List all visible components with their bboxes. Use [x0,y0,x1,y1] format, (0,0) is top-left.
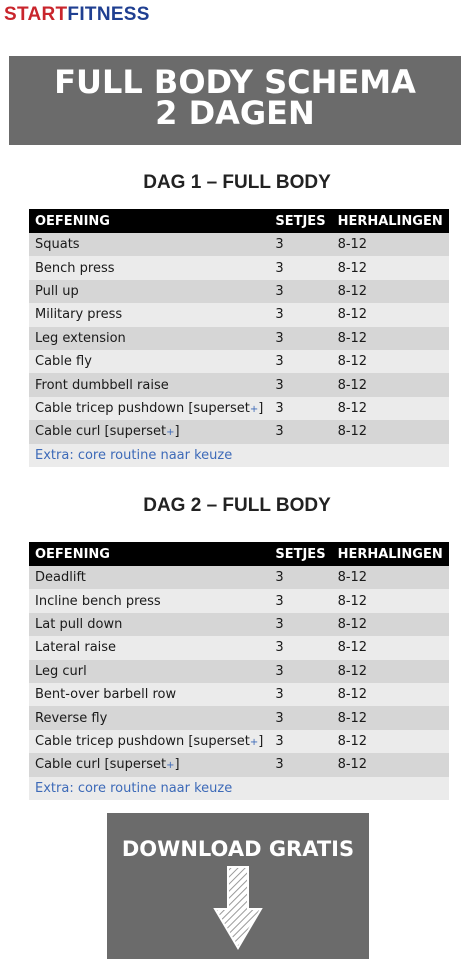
reps-cell: 8-12 [332,566,449,589]
extra-core-link[interactable]: Extra: core routine naar keuze [29,777,449,800]
table-header [29,209,449,233]
exercise-cell: Front dumbbell raise [29,373,269,396]
table-row [29,566,449,589]
exercise-cell: Bent-over barbell row [29,683,269,706]
reps-cell: 8-12 [332,613,449,636]
sets-cell: 3 [269,256,331,279]
sets-cell: 3 [269,566,331,589]
exercise-cell [29,420,269,443]
sets-cell: 3 [269,660,331,683]
extra-row [29,444,449,467]
exercise-name: Cable curl [superset [35,424,167,440]
reps-cell: 8-12 [332,280,449,303]
down-arrow-icon [212,865,264,951]
table-row [29,706,449,729]
sets-cell: 3 [269,233,331,256]
sets-cell: 3 [269,706,331,729]
table-row [29,256,449,279]
sets-cell: 3 [269,420,331,443]
exercise-cell: Incline bench press [29,589,269,612]
exercise-cell [29,753,269,776]
table-row [29,327,449,350]
sets-cell: 3 [269,636,331,659]
reps-cell: 8-12 [332,730,449,753]
table-row [29,350,449,373]
download-button[interactable] [107,813,369,959]
exercise-cell: Leg curl [29,660,269,683]
superset-plus-icon: + [249,736,259,748]
table-row [29,753,449,776]
reps-cell: 8-12 [332,589,449,612]
startfitness-logo[interactable] [4,4,150,26]
extra-core-link[interactable]: Extra: core routine naar keuze [29,444,449,467]
logo-fitness: FITNESS [67,4,150,25]
day1-table [29,209,449,467]
reps-cell: 8-12 [332,256,449,279]
sets-cell: 3 [269,753,331,776]
header-sets: SETJES [269,542,331,566]
exercise-cell: Pull up [29,280,269,303]
title-banner [9,56,461,145]
sets-cell: 3 [269,613,331,636]
table-row [29,660,449,683]
table-row [29,233,449,256]
superset-plus-icon: + [166,427,175,439]
sets-cell: 3 [269,327,331,350]
reps-cell: 8-12 [332,660,449,683]
exercise-suffix: ] [258,400,264,416]
day1-title: DAG 1 – FULL BODY [143,172,331,193]
table-row [29,397,449,420]
logo-start: START [4,4,68,25]
exercise-cell: Military press [29,303,269,326]
reps-cell: 8-12 [332,373,449,396]
exercise-name: Cable tricep pushdown [superset [35,400,250,416]
sets-cell: 3 [269,303,331,326]
day2-title: DAG 2 – FULL BODY [143,495,331,516]
reps-cell: 8-12 [332,636,449,659]
sets-cell: 3 [269,350,331,373]
reps-cell: 8-12 [332,327,449,350]
exercise-cell: Bench press [29,256,269,279]
exercise-suffix: ] [258,733,264,749]
exercise-cell: Squats [29,233,269,256]
exercise-cell: Lat pull down [29,613,269,636]
day2-table [29,542,449,800]
reps-cell: 8-12 [332,303,449,326]
header-exercise: OEFENING [29,209,269,233]
header-sets: SETJES [269,209,331,233]
table-row [29,613,449,636]
exercise-name: Cable tricep pushdown [superset [35,733,250,749]
table-row [29,683,449,706]
banner-title-line2: 2 DAGEN [155,94,315,132]
exercise-cell: Cable fly [29,350,269,373]
header-exercise: OEFENING [29,542,269,566]
exercise-cell [29,730,269,753]
sets-cell: 3 [269,589,331,612]
table-row [29,373,449,396]
extra-row [29,777,449,800]
reps-cell: 8-12 [332,233,449,256]
table-row [29,589,449,612]
exercise-suffix: ] [174,424,180,440]
exercise-cell: Leg extension [29,327,269,350]
header-reps: HERHALINGEN [332,542,449,566]
sets-cell: 3 [269,730,331,753]
exercise-suffix: ] [174,757,180,773]
sets-cell: 3 [269,280,331,303]
reps-cell: 8-12 [332,420,449,443]
sets-cell: 3 [269,397,331,420]
reps-cell: 8-12 [332,706,449,729]
reps-cell: 8-12 [332,753,449,776]
exercise-cell: Deadlift [29,566,269,589]
reps-cell: 8-12 [332,683,449,706]
exercise-cell [29,397,269,420]
header-reps: HERHALINGEN [332,209,449,233]
exercise-name: Cable curl [superset [35,757,167,773]
sets-cell: 3 [269,373,331,396]
download-label: DOWNLOAD GRATIS [121,837,355,861]
banner-title-line1: FULL BODY SCHEMA [54,63,416,101]
table-row [29,420,449,443]
table-row [29,636,449,659]
reps-cell: 8-12 [332,397,449,420]
table-row [29,303,449,326]
table-row [29,280,449,303]
table-header [29,542,449,566]
exercise-cell: Lateral raise [29,636,269,659]
sets-cell: 3 [269,683,331,706]
reps-cell: 8-12 [332,350,449,373]
exercise-cell: Reverse fly [29,706,269,729]
table-row [29,730,449,753]
superset-plus-icon: + [249,403,259,415]
superset-plus-icon: + [166,760,175,772]
